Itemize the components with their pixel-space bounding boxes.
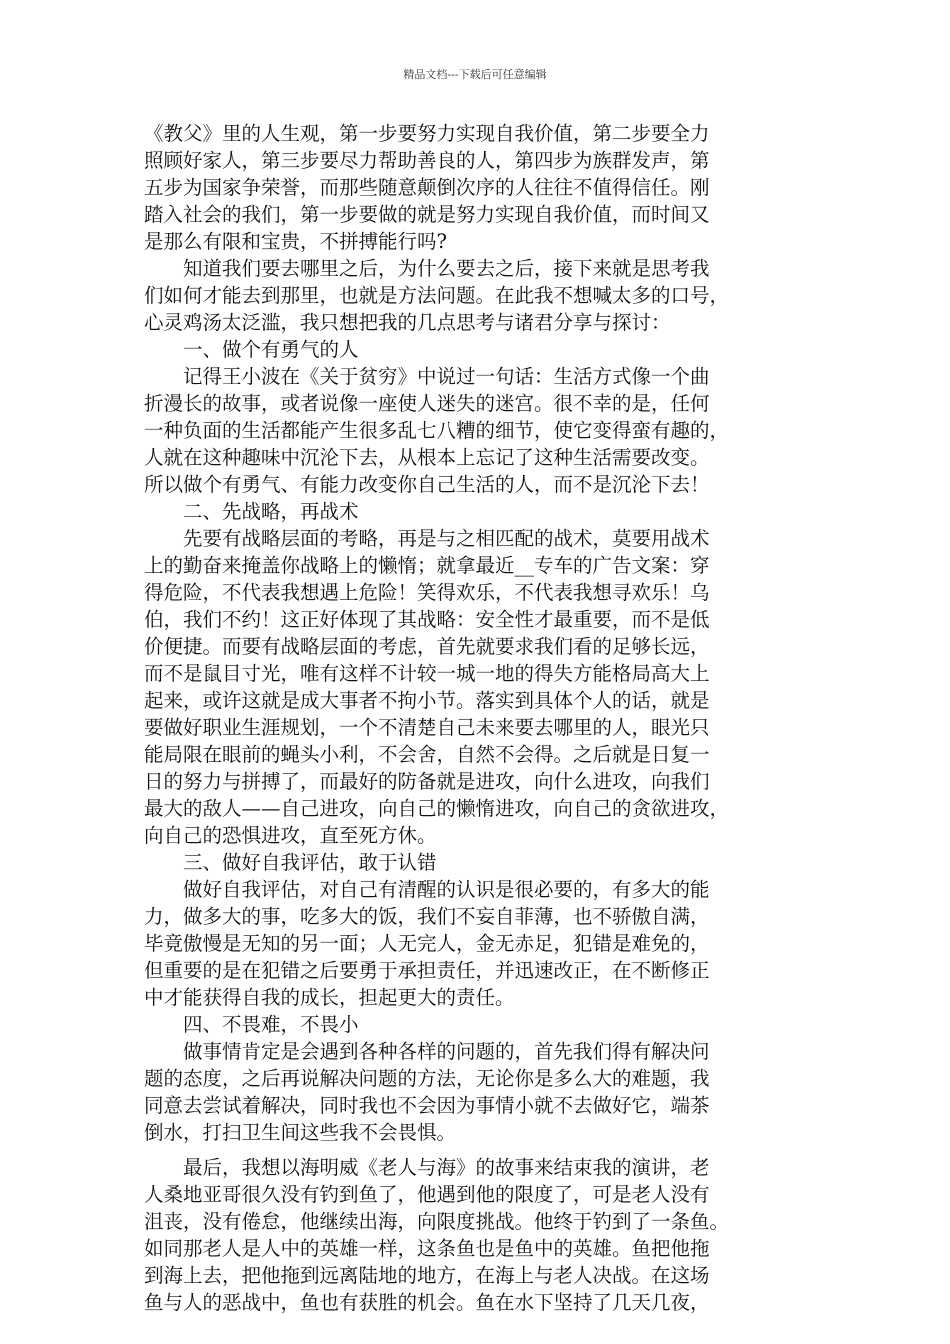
text-line: 要做好职业生涯规划，一个不清楚自己未来要去哪里的人，眼光只 (144, 716, 710, 739)
text-line: 五步为国家争荣誉，而那些随意颠倒次序的人往往不值得信任。刚 (144, 176, 710, 199)
text-line: 最大的敌人——自己进攻，向自己的懒惰进攻，向自己的贪欲进攻， (144, 797, 730, 820)
text-line: 做好自我评估，对自己有清醒的认识是很必要的，有多大的能 (144, 878, 710, 901)
text-line: 鱼与人的恶战中，鱼也有获胜的机会。鱼在水下坚持了几天几夜， (144, 1291, 710, 1314)
text-line: 题的态度，之后再说解决问题的方法，无论你是多么大的难题，我 (144, 1067, 710, 1090)
text-line: 记得王小波在《关于贫穷》中说过一句话：生活方式像一个曲 (144, 365, 710, 388)
text-line: 三、做好自我评估，敢于认错 (144, 851, 437, 874)
document-body (144, 120, 824, 1316)
text-line: 心灵鸡汤太泛滥，我只想把我的几点思考与诸君分享与探讨： (144, 311, 671, 334)
text-line: 人就在这种趣味中沉沦下去，从根本上忘记了这种生活需要改变。 (144, 446, 710, 469)
text-line: 一种负面的生活都能产生很多乱七八糟的细节，使它变得蛮有趣的， (144, 419, 730, 442)
text-line: 四、不畏难，不畏小 (144, 1013, 359, 1036)
text-line: 上的勤奋来掩盖你战略上的懒惰；就拿最近__专车的广告文案：穿 (144, 554, 710, 577)
text-line: 价便捷。而要有战略层面的考虑，首先就要求我们看的足够长远， (144, 635, 710, 658)
text-line: 们如何才能去到那里，也就是方法问题。在此我不想喊太多的口号， (144, 284, 730, 307)
text-line: 是那么有限和宝贵，不拼搏能行吗? (144, 230, 447, 253)
text-line: 人桑地亚哥很久没有钓到鱼了，他遇到他的限度了，可是老人没有 (144, 1183, 710, 1206)
text-line: 折漫长的故事，或者说像一座使人迷失的迷宫。很不幸的是，任何 (144, 392, 710, 415)
text-line: 日的努力与拼搏了，而最好的防备就是进攻，向什么进攻，向我们 (144, 770, 710, 793)
text-line: 二、先战略，再战术 (144, 500, 359, 523)
text-line: 照顾好家人，第三步要尽力帮助善良的人，第四步为族群发声，第 (144, 149, 710, 172)
text-line: 能局限在眼前的蝇头小利，不会舍，自然不会得。之后就是日复一 (144, 743, 710, 766)
text-line: 但重要的是在犯错之后要勇于承担责任，并迅速改正，在不断修正 (144, 959, 710, 982)
text-line: 最后，我想以海明威《老人与海》的故事来结束我的演讲，老 (144, 1156, 710, 1179)
text-line: 而不是鼠目寸光，唯有这样不计较一城一地的得失方能格局高大上 (144, 662, 710, 685)
text-line: 得危险，不代表我想遇上危险！笑得欢乐，不代表我想寻欢乐！乌 (144, 581, 710, 604)
text-line: 到海上去，把他拖到远离陆地的地方，在海上与老人决战。在这场 (144, 1264, 710, 1287)
page-header: 精品文档---下载后可任意编辑 (403, 68, 547, 81)
text-line: 伯，我们不约！这正好体现了其战略：安全性才最重要，而不是低 (144, 608, 710, 631)
text-line: 中才能获得自我的成长，担起更大的责任。 (144, 986, 515, 1009)
text-line: 先要有战略层面的考略，再是与之相匹配的战术，莫要用战术 (144, 527, 710, 550)
text-line: 力，做多大的事，吃多大的饭，我们不妄自菲薄，也不骄傲自满， (144, 905, 710, 928)
text-line: 《教父》里的人生观，第一步要努力实现自我价值，第二步要全力 (144, 122, 710, 145)
text-line: 如同那老人是人中的英雄一样，这条鱼也是鱼中的英雄。鱼把他拖 (144, 1237, 710, 1260)
text-line: 一、做个有勇气的人 (144, 338, 359, 361)
text-line: 做事情肯定是会遇到各种各样的问题的，首先我们得有解决问 (144, 1040, 710, 1063)
text-line: 沮丧，没有倦怠，他继续出海，向限度挑战。他终于钓到了一条鱼。 (144, 1210, 730, 1233)
text-line: 所以做个有勇气、有能力改变你自己生活的人，而不是沉沦下去！ (144, 473, 710, 496)
text-line: 倒水，打扫卫生间这些我不会畏惧。 (144, 1121, 457, 1144)
text-line: 起来，或许这就是成大事者不拘小节。落实到具体个人的话，就是 (144, 689, 710, 712)
text-line: 同意去尝试着解决，同时我也不会因为事情小就不去做好它，端茶 (144, 1094, 710, 1117)
text-line: 向自己的恐惧进攻，直至死方休。 (144, 824, 437, 847)
text-line: 毕竟傲慢是无知的另一面；人无完人，金无赤足，犯错是难免的， (144, 932, 710, 955)
text-line: 踏入社会的我们，第一步要做的就是努力实现自我价值，而时间又 (144, 203, 710, 226)
paragraph-gap (144, 1146, 824, 1154)
text-line: 知道我们要去哪里之后，为什么要去之后，接下来就是思考我 (144, 257, 710, 280)
